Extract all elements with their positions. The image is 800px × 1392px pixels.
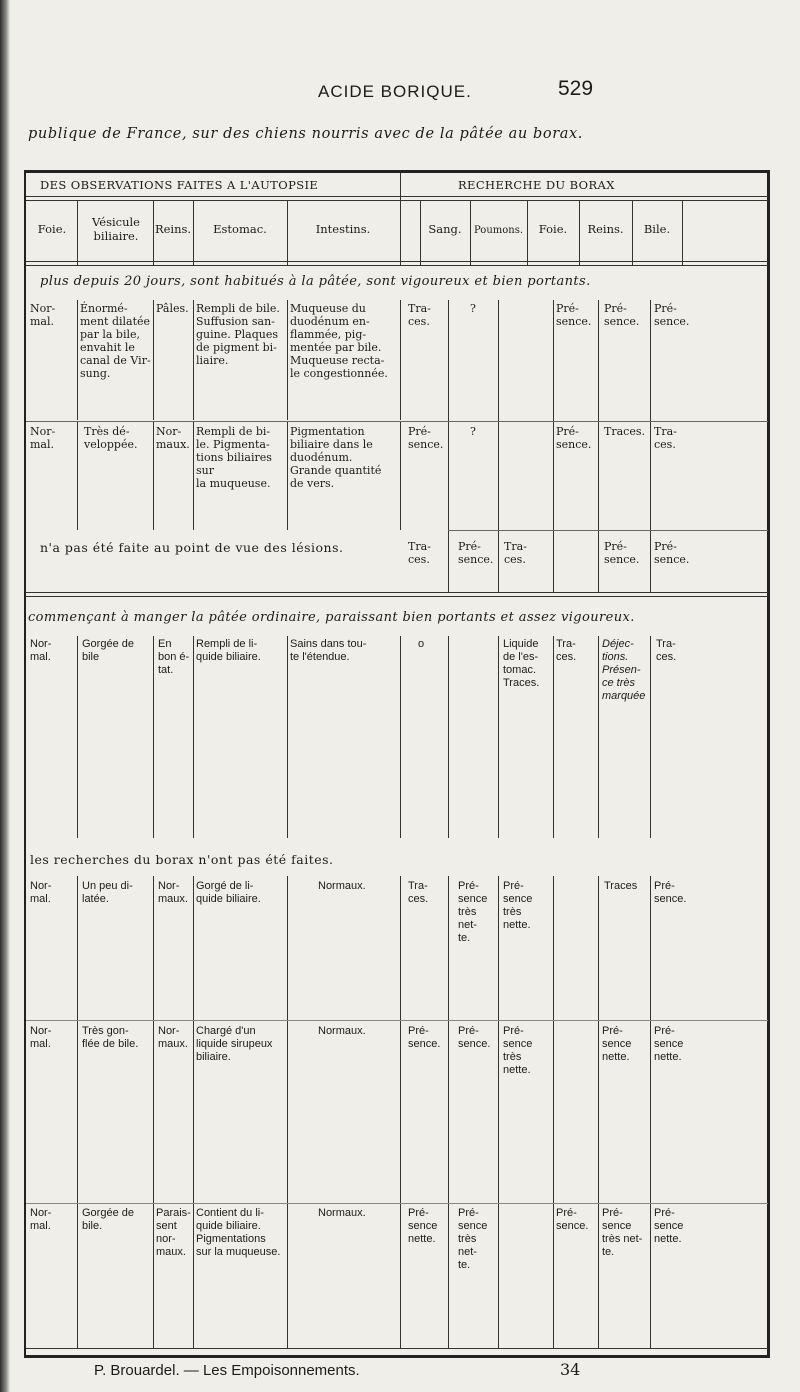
- rule: [498, 300, 499, 592]
- page-subtitle: publique de France, sur des chiens nourris avec de la pâtée au borax.: [28, 126, 584, 142]
- rule: [553, 300, 554, 592]
- table-cell: Pré- sence.: [604, 302, 640, 328]
- rule: [153, 300, 154, 420]
- table-cell: Pré- sence.: [408, 425, 444, 451]
- column-header: Foie.: [538, 222, 568, 236]
- column-header: Sang.: [428, 222, 462, 236]
- table-cell: Tra- ces.: [656, 638, 677, 663]
- rule: [498, 876, 499, 1348]
- table-cell: Énormé- ment dilatée par la bile, envahit le canal de Vir- sung.: [80, 302, 151, 380]
- page-edge: [0, 0, 10, 1392]
- table-cell: Tra- ces.: [408, 880, 429, 905]
- section-note: n'a pas été faite au point de vue des lésions.: [40, 540, 344, 555]
- table-cell: Pâles.: [156, 302, 189, 315]
- rule: [26, 592, 768, 593]
- rule: [598, 636, 599, 838]
- rule: [153, 422, 154, 530]
- table-cell: Déjec- tions. Présen- ce très marquée: [602, 638, 646, 702]
- rule: [26, 1348, 768, 1349]
- rule: [153, 876, 154, 1348]
- rule: [287, 300, 288, 420]
- rule: [77, 300, 78, 420]
- rule: [400, 636, 401, 838]
- table-cell: Tra- ces.: [556, 638, 577, 663]
- rule: [650, 876, 651, 1348]
- table-cell: Pré- sence.: [408, 1025, 441, 1050]
- rule: [193, 300, 194, 420]
- table-cell: Pré- sence nette.: [408, 1207, 438, 1245]
- rule: [448, 530, 768, 531]
- table-cell: ?: [470, 302, 476, 315]
- section-note: les recherches du borax n'ont pas été faites.: [30, 852, 334, 867]
- table-cell: Pigmentation biliaire dans le duodénum. Grande quantité de vers.: [290, 425, 382, 490]
- table-cell: Pré- sence.: [604, 540, 640, 566]
- rule: [287, 636, 288, 838]
- rule: [553, 876, 554, 1348]
- table-cell: Chargé d'un liquide sirupeux biliaire.: [196, 1025, 273, 1063]
- table-cell: Un peu di- latée.: [82, 880, 133, 905]
- table-cell: Pré- sence.: [556, 302, 592, 328]
- rule: [553, 636, 554, 838]
- rule: [26, 421, 768, 422]
- table-cell: Nor- mal.: [30, 425, 56, 451]
- rule: [26, 196, 768, 197]
- rule: [448, 636, 449, 838]
- rule: [287, 422, 288, 530]
- page-title: ACIDE BORIQUE.: [318, 82, 472, 101]
- rule: [153, 636, 154, 838]
- footer-signature: 34: [560, 1360, 581, 1379]
- table-cell: Tra- ces.: [654, 425, 677, 451]
- table-cell: Tra- ces.: [408, 540, 431, 566]
- column-header: Vésicule biliaire.: [92, 215, 140, 243]
- column-header: Reins.: [154, 222, 192, 236]
- table-cell: Gorgé de li- quide biliaire.: [196, 880, 261, 905]
- table-cell: Pré- sence.: [654, 302, 690, 328]
- table-cell: Parais- sent nor- maux.: [156, 1207, 191, 1258]
- rule: [26, 1020, 768, 1021]
- table-cell: Nor- maux.: [156, 425, 190, 451]
- page-number: 529: [558, 77, 594, 100]
- section-note: commençant à manger la pâtée ordinaire, paraissant bien portants et assez vigoureux.: [28, 610, 635, 625]
- table-cell: En bon é- tat.: [158, 638, 190, 676]
- table-cell: Normaux.: [318, 1207, 366, 1219]
- column-header: Reins.: [587, 222, 624, 236]
- rule: [26, 261, 768, 262]
- rule: [400, 300, 401, 420]
- footer-author: P. Brouardel. — Les Empoisonnements.: [94, 1362, 360, 1379]
- table-cell: Pré- sence très nette.: [503, 880, 533, 931]
- rule: [26, 1203, 768, 1204]
- table-cell: Pré- sence nette.: [602, 1025, 632, 1063]
- table-cell: Contient du li- quide biliaire. Pigmentations sur la muqueuse.: [196, 1207, 281, 1258]
- rule: [650, 636, 651, 838]
- table-cell: Pré- sence très net- te.: [602, 1207, 643, 1258]
- table-cell: Muqueuse du duodénum en- flammée, pig- mentée par bile. Muqueuse recta- le congestionnée.: [290, 302, 388, 380]
- rule: [193, 876, 194, 1348]
- table-cell: Pré- sence.: [458, 540, 494, 566]
- table-cell: Nor- mal.: [30, 302, 56, 328]
- rule: [400, 876, 401, 1348]
- table-cell: Pré- sence nette.: [654, 1207, 684, 1245]
- table-cell: ?: [470, 425, 476, 438]
- rule: [77, 422, 78, 530]
- table-cell: Tra- ces.: [504, 540, 527, 566]
- table-cell: Pré- sence.: [654, 880, 687, 905]
- table-cell: Nor- mal.: [30, 880, 52, 905]
- rule: [77, 636, 78, 838]
- group-header-autopsy: DES OBSERVATIONS FAITES A L'AUTOPSIE: [40, 178, 319, 192]
- rule: [400, 422, 401, 530]
- section-note: plus depuis 20 jours, sont habitués à la pâtée, sont vigoureux et bien portants.: [40, 274, 591, 289]
- table-cell: Normaux.: [318, 1025, 366, 1037]
- table-cell: Très gon- flée de bile.: [82, 1025, 139, 1050]
- rule: [682, 200, 683, 265]
- table-cell: Gorgée de bile: [82, 638, 134, 663]
- table-cell: Sains dans tou- te l'étendue.: [290, 638, 367, 663]
- table-cell: Rempli de bi- le. Pigmenta- tions biliaires sur la muqueuse.: [196, 425, 272, 490]
- column-header: Foie.: [37, 222, 67, 236]
- rule: [448, 300, 449, 592]
- table-cell: Nor- mal.: [30, 638, 52, 663]
- rule: [498, 636, 499, 838]
- rule: [26, 200, 768, 201]
- table-cell: Pré- sence.: [458, 1025, 491, 1050]
- table-cell: Rempli de bile. Suffusion san- guine. Plaques de pigment bi- liaire.: [196, 302, 280, 367]
- rule: [77, 200, 78, 265]
- table-cell: Liquide de l'es- tomac. Traces.: [503, 638, 540, 689]
- table-cell: Pré- sence.: [556, 1207, 589, 1232]
- rule: [193, 422, 194, 530]
- table-cell: Pré- sence très nette.: [503, 1025, 533, 1076]
- table-cell: Pré- sence.: [654, 540, 690, 566]
- table-cell: Nor- mal.: [30, 1207, 52, 1232]
- table-cell: Normaux.: [318, 880, 366, 892]
- table-cell: Très dé- veloppée.: [84, 425, 138, 451]
- rule: [77, 876, 78, 1348]
- column-header: Poumons.: [473, 225, 524, 236]
- table-cell: Gorgée de bile.: [82, 1207, 134, 1232]
- rule: [193, 636, 194, 838]
- table-cell: Nor- maux.: [158, 880, 188, 905]
- column-header: Intestins.: [315, 222, 371, 236]
- table-cell: Nor- mal.: [30, 1025, 52, 1050]
- table-cell: o: [418, 638, 425, 650]
- rule: [26, 265, 768, 266]
- column-header: Bile.: [643, 222, 671, 236]
- rule: [400, 173, 401, 265]
- table-cell: Nor- maux.: [158, 1025, 188, 1050]
- group-header-borax: RECHERCHE DU BORAX: [458, 178, 615, 192]
- rule: [598, 300, 599, 592]
- rule: [448, 876, 449, 1348]
- column-header: Estomac.: [213, 222, 267, 236]
- table-cell: Pré- sence très net- te.: [458, 880, 488, 944]
- table-cell: Pré- sence très net- te.: [458, 1207, 488, 1271]
- rule: [650, 300, 651, 592]
- rule: [287, 876, 288, 1348]
- rule: [26, 596, 768, 597]
- table-cell: Pré- sence nette.: [654, 1025, 684, 1063]
- table-cell: Tra- ces.: [408, 302, 431, 328]
- table-cell: Rempli de li- quide biliaire.: [196, 638, 261, 663]
- table-cell: Pré- sence.: [556, 425, 592, 451]
- table-cell: Traces.: [604, 425, 645, 438]
- table-cell: Traces: [604, 880, 638, 892]
- rule: [598, 876, 599, 1348]
